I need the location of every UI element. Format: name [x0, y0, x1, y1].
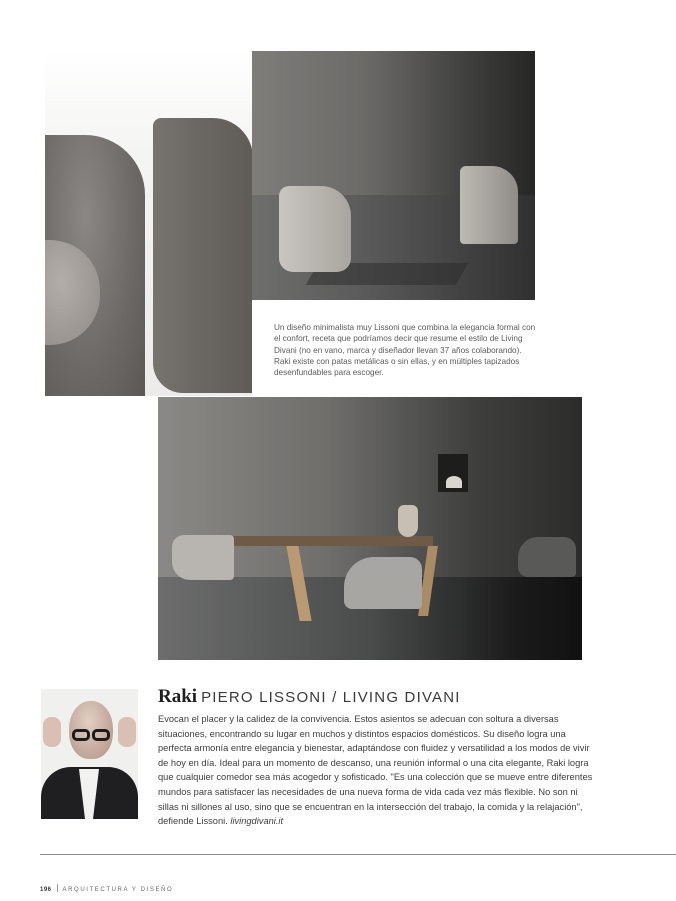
hand	[43, 717, 61, 747]
body-paragraph: Evocan el placer y la calidez de la convivencia. Estos asientos se adecuan con soltura a diversas situaciones, encontrando su lugar en muchos y distintos espacios domésticos. Su diseño logra una perfecta armonía entre elegancia y bienestar, adaptándose con fluidez y versatilidad a los modos de vivir de hoy en día. Ideal para un momento de descanso, una reunión informal o una cita elegante, Raki logra que cualquier comedor sea más acogedor y sofisticado. "Es una colección que se mueve entre diferentes mundos para satisfacer las necesidades de una nueva forma de vida cada vez más flexible. No son ni sillas ni sillones al uso, sino que se encuentran en la intersección del trabajo, la comida y la relajación", defiende Lissoni.	[158, 714, 593, 827]
footer-divider	[57, 884, 58, 892]
dining-chair	[518, 537, 576, 577]
vase	[398, 505, 418, 537]
photo-dining-room	[158, 397, 582, 660]
designer-credit: PIERO LISSONI / LIVING DIVANI	[201, 689, 461, 706]
lounge-chair	[279, 186, 351, 272]
page-number: 196	[40, 887, 52, 893]
chair-seat-shape	[45, 240, 100, 345]
article-headline	[158, 686, 461, 708]
lounge-chair	[460, 166, 518, 244]
article-body	[158, 712, 598, 829]
footer-rule	[40, 854, 676, 855]
table-top	[233, 536, 433, 546]
glasses-icon	[68, 729, 114, 741]
chair-back-shape	[153, 118, 252, 393]
website-link[interactable]: livingdivani.it	[230, 816, 284, 827]
photo-caption: Un diseño minimalista muy Lissoni que combina la elegancia formal con el confort, receta que podríamos decir que resume el estilo de Living Divani (no en vano, marca y diseñador llevan 37 años colaborando). Raki existe con patas metálicas o sin ellas, y en múltiples tapizados desenfundables para escoger.	[274, 323, 536, 378]
designer-portrait	[41, 689, 138, 819]
photo-lounge-chairs	[252, 51, 535, 300]
chair-front-shape	[45, 135, 145, 396]
page-footer	[40, 884, 173, 893]
product-name: Raki	[158, 686, 198, 707]
wall-artwork	[438, 454, 468, 492]
hand	[118, 717, 136, 747]
dining-chair	[172, 535, 234, 580]
section-name: ARQUITECTURA Y DISEÑO	[62, 887, 174, 893]
dining-chair	[344, 557, 422, 609]
photo-chairs-closeup	[45, 50, 252, 396]
